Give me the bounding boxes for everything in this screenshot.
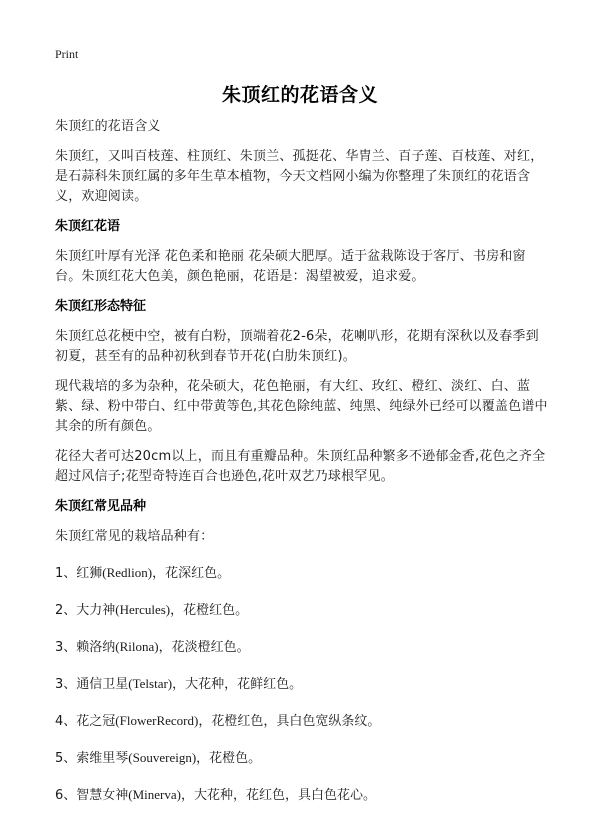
variety-description: ，花深红色。 [152, 566, 231, 581]
variety-list-item [55, 674, 549, 695]
variety-list-item [55, 600, 549, 621]
variety-latin-name: (Redlion) [102, 565, 153, 580]
morphology-paragraph-2: 现代栽培的多为杂种，花朵硕大，花色艳丽，有大红、玫红、橙红、淡红、白、蓝紫、绿、粉中带白、红中带黄等色,其花色除纯蓝、纯黑、纯绿外已经可以覆盖色谱中其余的所有颜色。 [55, 379, 548, 434]
variety-name: 3、通信卫星 [55, 677, 129, 692]
page-title: 朱顶红的花语含义 [221, 84, 378, 106]
variety-latin-name: (Souvereign) [128, 750, 197, 765]
variety-latin-name: (Telstar) [128, 676, 173, 691]
variety-name: 6、智慧女神 [55, 788, 129, 803]
article-body [55, 117, 549, 822]
variety-latin-name: (Minerva) [128, 787, 181, 802]
variety-name: 4、花之冠 [55, 714, 116, 729]
section-heading-varieties: 朱顶红常见品种 [55, 499, 147, 514]
flower-language-paragraph: 朱顶红叶厚有光泽 花色柔和艳丽 花朵硕大肥厚。适于盆栽陈设于客厅、书房和窗台。朱顶红花大色美，颜色艳丽，花语是：渴望被爱，追求爱。 [55, 249, 526, 284]
varieties-intro: 朱顶红常见的栽培品种有： [55, 529, 214, 544]
variety-list-item [55, 637, 549, 658]
variety-description: ，花淡橙红色。 [158, 640, 250, 655]
variety-name: 3、赖洛纳 [55, 640, 116, 655]
variety-name: 1、红狮 [55, 566, 103, 581]
variety-latin-name: (FlowerRecord) [115, 713, 199, 728]
morphology-paragraph-1: 朱顶红总花梗中空，被有白粉，顶端着花2-6朵，花喇叭形，花期有深秋以及春季到初夏，甚至有的品种初秋到春节开花(白肋朱顶红)。 [55, 329, 539, 364]
variety-latin-name: (Rilona) [115, 639, 159, 654]
variety-description: ，花橙红色。 [170, 603, 249, 618]
section-heading-flower-language: 朱顶红花语 [55, 219, 121, 234]
variety-description: ，花橙色。 [196, 751, 262, 766]
variety-list-item [55, 748, 549, 769]
variety-list-item [55, 563, 549, 584]
intro-paragraph: 朱顶红，又叫百枝莲、柱顶红、朱顶兰、孤挺花、华胄兰、百子莲、百枝莲、对红，是石蒜科朱顶红属的多年生草本植物，今天文档网小编为你整理了朱顶红的花语含义，欢迎阅读。 [55, 149, 544, 204]
morphology-paragraph-3: 花径大者可达20cm以上，而且有重瓣品种。朱顶红品种繁多不逊郁金香,花色之齐全超过风信子;花型奇特连百合也逊色,花叶双艺乃球根罕见。 [55, 449, 546, 484]
variety-description: ，花橙红色，具白色宽纵条纹。 [198, 714, 381, 729]
intro-subtitle: 朱顶红的花语含义 [55, 119, 161, 134]
variety-list-item [55, 711, 549, 732]
variety-name: 5、索维里琴 [55, 751, 129, 766]
variety-list-item [55, 785, 549, 806]
variety-name: 2、大力神 [55, 603, 116, 618]
print-link[interactable]: Print [55, 47, 79, 61]
section-heading-morphology: 朱顶红形态特征 [55, 299, 147, 314]
variety-description: ，大花种，花红色，具白色花心。 [180, 788, 376, 803]
variety-latin-name: (Hercules) [115, 602, 171, 617]
variety-description: ，大花种，花鲜红色。 [172, 677, 303, 692]
